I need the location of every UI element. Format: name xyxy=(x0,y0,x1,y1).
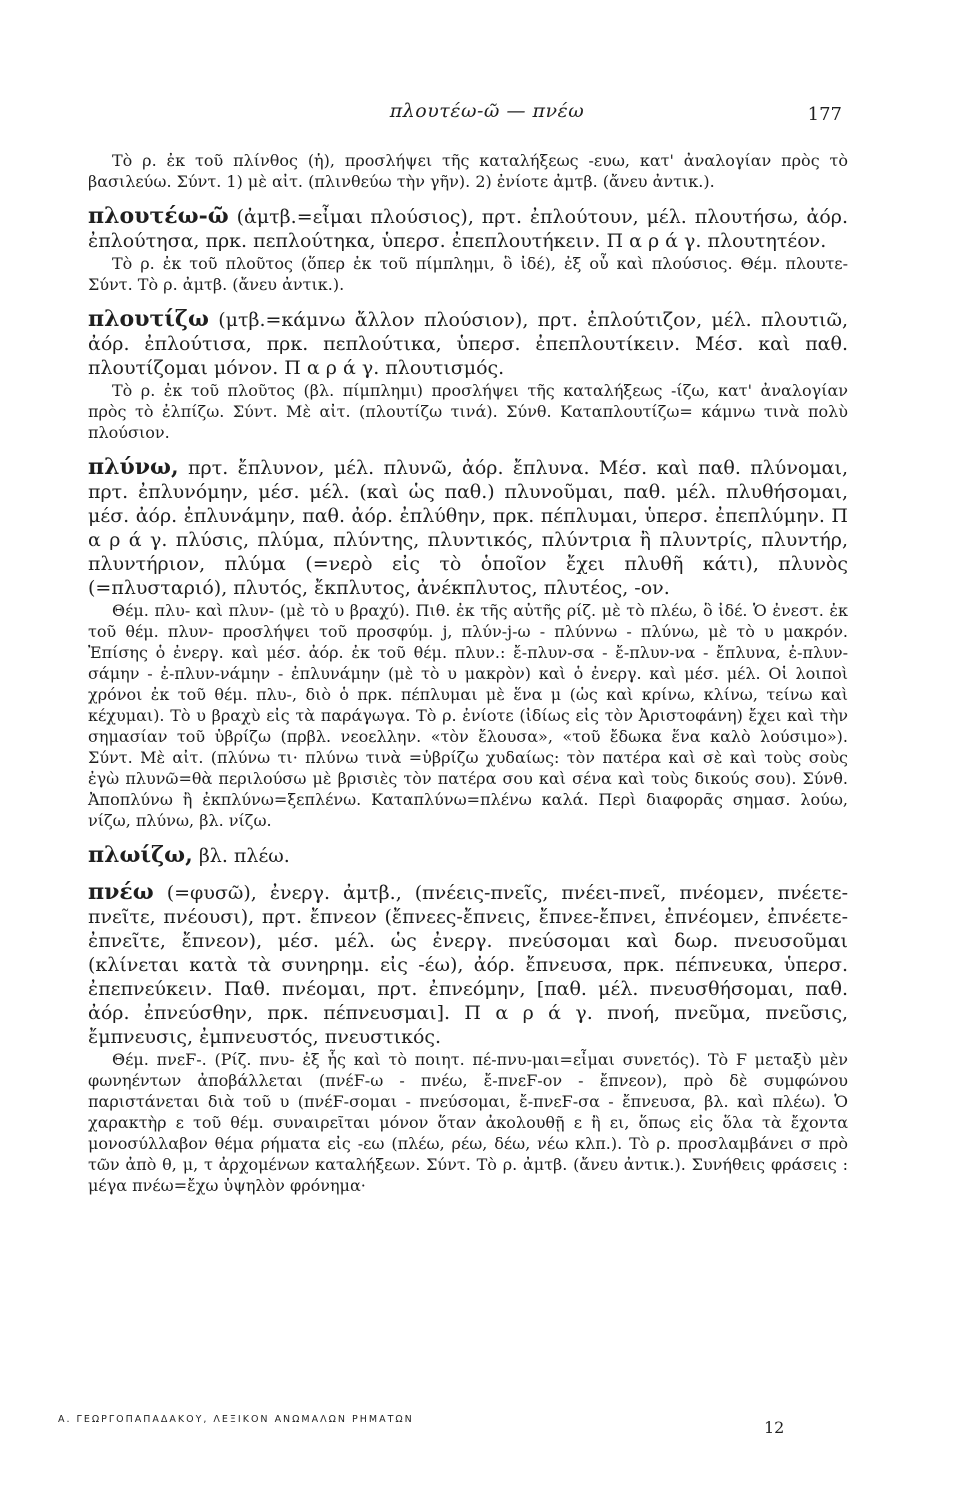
entry-lemma: πνέω xyxy=(88,879,154,905)
entry-note: Θέμ. πνεϜ-. (Ρίζ. πνυ- ἐξ ἧς καὶ τὸ ποιητ. πέ-πνυ-μαι=εἶμαι συνετός). Τὸ Ϝ μεταξὺ μὲν φωνηέντων ἀποβάλλεται (πνέϜ-ω - πνέω, ἔ-πνεϜ-ον - ἔπνεον), πρὸ δὲ συμφώνου παριστάνεται διὰ τοῦ υ (πνέϜ-σομαι - πνεύσομαι, ἔ-πνεϜ-σα - ἔπνευσα, βλ. καὶ πλέω). Ὁ χαρακτὴρ ε τοῦ θέμ. συναιρεῖται μόνον ὅταν ἀκολουθῇ ε ἢ ει, ὅπως εἰς ὅλα τὰ ἔχοντα μονοσύλλαβον θέμα ρήματα εἰς -εω (πλέω, ρέω, δέω, νέω κλπ.). Τὸ ρ. προσλαμβάνει σ πρὸ τῶν ἀπὸ θ, μ, τ ἀρχομένων καταλήξεων. Σύντ. Τὸ ρ. ἀμτβ. (ἄνευ ἀντικ.). Συνήθεις φράσεις : μέγα πνέω=ἔχω ὑψηλὸν φρόνημα· xyxy=(88,1050,848,1195)
entry-plwizw xyxy=(88,843,848,868)
entry-note: Τὸ ρ. ἐκ τοῦ πλοῦτος (βλ. πίμπλημι) προσλήψει τῆς καταλήξεως -ίζω, κατ' ἀναλογίαν πρὸς τὸ ἐλπίζω. Σύντ. Μὲ αἰτ. (πλουτίζω τινά). Σύνθ. Καταπλουτίζω= κάμνω τινὰ πολὺ πλούσιον. xyxy=(88,381,848,442)
footer-signature-mark: 12 xyxy=(764,1418,785,1437)
intro-note: Τὸ ρ. ἐκ τοῦ πλίνθος (ἡ), προσλήψει τῆς καταλήξεως -ευω, κατ' ἀναλογίαν πρὸς τὸ βασιλεύω. Σύντ. 1) μὲ αἰτ. (πλινθεύω τὴν γῆν). 2) ἐνίοτε ἀμτβ. (ἄνευ ἀντικ.). xyxy=(88,151,848,191)
entry-main xyxy=(88,307,848,380)
page-number: 177 xyxy=(807,104,842,125)
entry-main xyxy=(88,880,848,1049)
entry-forms: βλ. πλέω. xyxy=(198,845,290,867)
entry-ploutew xyxy=(88,204,848,295)
entry-main xyxy=(88,455,848,600)
entry-forms: (ἀμτβ.=εἶμαι πλούσιος), πρτ. ἐπλούτουν, μέλ. πλουτήσω, ἀόρ. ἐπλούτησα, πρκ. πεπλούτηκα, ὑπερσ. ἐπεπλουτήκειν. Π α ρ ά γ. πλουτητέον. xyxy=(88,206,848,252)
footer-book-title: Α. ΓΕΩΡΓΟΠΑΠΑΔΑΚΟΥ, ΛΕΞΙΚΟΝ ΑΝΩΜΑΛΩΝ ΡΗΜΑΤΩΝ xyxy=(58,1414,414,1425)
entry-note: Τὸ ρ. ἐκ τοῦ πλοῦτος (ὅπερ ἐκ τοῦ πίμπλημι, ὃ ἰδέ), ἐξ οὗ καὶ πλούσιος. Θέμ. πλουτε- Σύντ. Τὸ ρ. ἀμτβ. (ἄνευ ἀντικ.). xyxy=(88,254,848,294)
entry-forms: (=φυσῶ), ἐνεργ. ἀμτβ., (πνέεις-πνεῖς, πνέει-πνεῖ, πνέομεν, πνέετε-πνεῖτε, πνέουσι), πρτ. ἔπνεον (ἔπνεες-ἔπνεις, ἔπνεε-ἔπνει, ἐπνέομεν, ἐπνέετε-ἐπνεῖτε, ἔπνεον), μέσ. μέλ. ὡς ἐνεργ. πνεύσομαι καὶ δωρ. πνευσοῦμαι (κλίνεται κατὰ τὰ συνηρημ. εἰς -έω), ἀόρ. ἔπνευσα, πρκ. πέπνευκα, ὑπερσ. ἐπεπνεύκειν. Παθ. πνέομαι, πρτ. ἐπνεόμην, [παθ. μέλ. πνευσθήσομαι, παθ. ἀόρ. ἐπνεύσθην, πρκ. πέπνευσμαι]. Π α ρ ά γ. πνοή, πνεῦμα, πνεῦσις, ἔμπνευσις, ἐμπνευστός, πνευστικός. xyxy=(88,882,848,1048)
page-content xyxy=(88,150,848,1196)
entry-lemma: πλουτέω-ῶ xyxy=(88,203,229,229)
entry-forms: (μτβ.=κάμνω ἄλλον πλούσιον), πρτ. ἐπλούτιζον, μέλ. πλουτιῶ, ἀόρ. ἐπλούτισα, πρκ. πεπλούτικα, ὑπερσ. ἐπεπλουτίκειν. Μέσ. καὶ παθ. πλουτίζομαι μόνον. Π α ρ ά γ. πλουτισμός. xyxy=(88,309,848,379)
entry-lemma: πλουτίζω xyxy=(88,306,209,332)
running-header: πλουτέω-ῶ — πνέω xyxy=(389,100,585,122)
entry-forms: πρτ. ἔπλυνον, μέλ. πλυνῶ, ἀόρ. ἔπλυνα. Μέσ. καὶ παθ. πλύνομαι, πρτ. ἐπλυνόμην, μέσ. μέλ. (καὶ ὡς παθ.) πλυνοῦμαι, παθ. μέλ. πλυθήσομαι, μέσ. ἀόρ. ἐπλυνάμην, παθ. ἀόρ. ἐπλύθην, πρκ. πέπλυμαι, ὑπερσ. ἐπεπλύμην. Π α ρ ά γ. πλύσις, πλύμα, πλύντης, πλυντικός, πλύντρια ἢ πλυντρίς, πλυντήρ, πλυντήριον, πλύμα (=νερὸ εἰς τὸ ὁποῖον ἔχει πλυθῆ κάτι), πλυνὸς (=πλυσταριό), πλυτός, ἔκπλυτος, ἀνέκπλυτος, πλυτέος, -ον. xyxy=(88,457,848,599)
entry-plynw xyxy=(88,455,848,831)
entry-note: Θέμ. πλυ- καὶ πλυν- (μὲ τὸ υ βραχύ). Πιθ. ἐκ τῆς αὐτῆς ρίζ. μὲ τὸ πλέω, ὃ ἰδέ. Ὁ ἐνεστ. ἐκ τοῦ θέμ. πλυν- προσλήψει τοῦ προσφύμ. j, πλύν-j-ω - πλύννω - πλύνω, μὲ τὸ υ μακρόν. Ἐπίσης ὁ ἐνεργ. καὶ μέσ. ἀόρ. ἐκ τοῦ θέμ. πλυν.: ἔ-πλυν-σα - ἔ-πλυν-να - ἔπλυνα, ἐ-πλυν-σάμην - ἐ-πλυν-νάμην - ἐπλυνάμην (μὲ τὸ υ μακρὸν) καὶ ὁ ἐνεργ. καὶ μέσ. μέλ. Οἱ λοιποὶ χρόνοι ἐκ τοῦ θέμ. πλυ-, διὸ ὁ πρκ. πέπλυμαι μὲ ἕνα μ (ὡς καὶ κρίνω, κλίνω, τείνω καὶ κέχυμαι). Τὸ υ βραχὺ εἰς τὰ παράγωγα. Τὸ ρ. ἐνίοτε (ἰδίως εἰς τὸν Ἀριστοφάνη) ἔχει καὶ τὴν σημασίαν τοῦ ὑβρίζω (πρβλ. νεοελλην. «τὸν ἔλουσα», «τοῦ ἔδωκα ἕνα καλὸ λούσιμο»). Σύντ. Μὲ αἰτ. (πλύνω τι· πλύνω τινὰ =ὑβρίζω χυδαίως: τὸν πατέρα καὶ σὲ καὶ τοὺς σοὺς ἐγὼ πλυνῶ=θὰ περιλούσω μὲ βρισιὲς τὸν πατέρα σου καὶ σένα καὶ τοὺς δικούς σου). Σύνθ. Ἀποπλύνω ἢ ἐκπλύνω=ξεπλένω. Καταπλύνω=πλένω καλά. Περὶ διαφορᾶς σημασ. λούω, νίζω, πλύνω, βλ. νίζω. xyxy=(88,601,848,830)
entry-lemma: πλύνω, xyxy=(88,454,179,480)
entry-ploutizw xyxy=(88,307,848,443)
entry-main xyxy=(88,843,848,868)
entry-pnew xyxy=(88,880,848,1196)
entry-lemma: πλωίζω, xyxy=(88,842,193,868)
entry-main xyxy=(88,204,848,253)
